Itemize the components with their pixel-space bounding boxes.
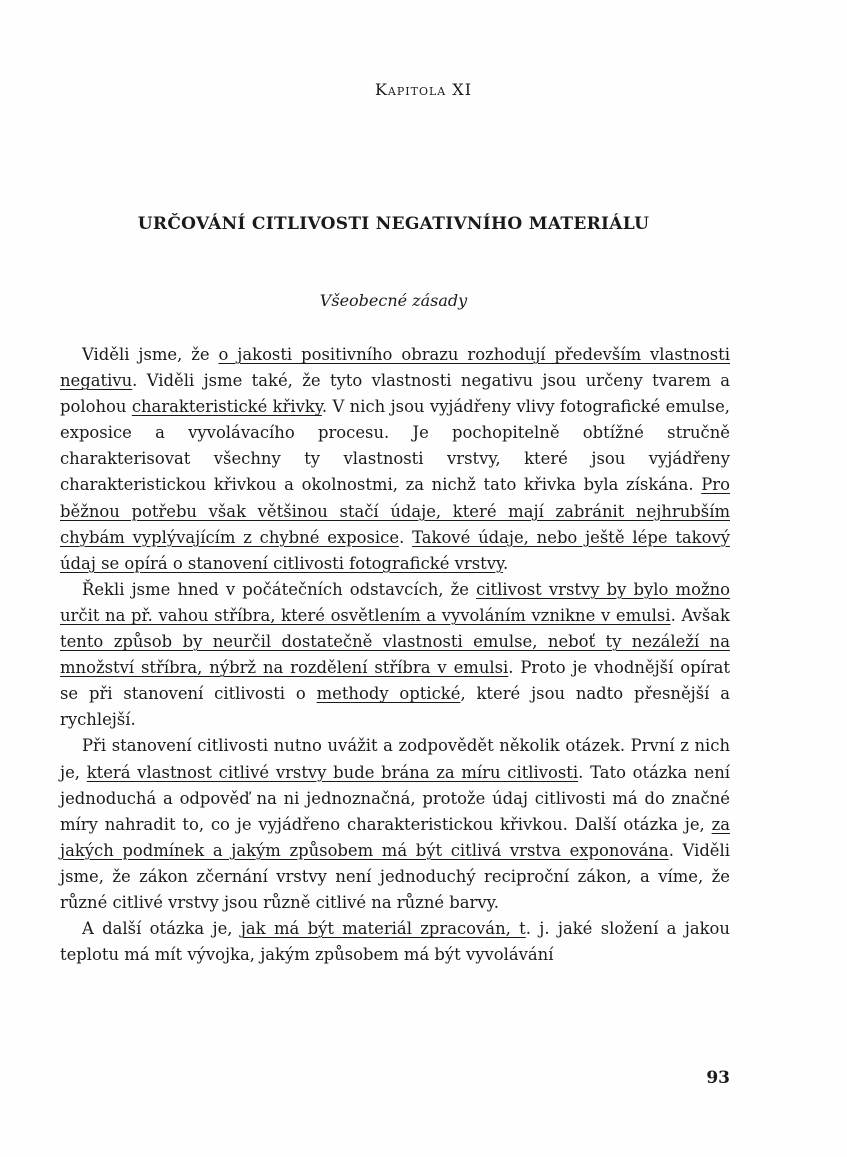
underlined-text: za jakých podmínek a jakým způsobem má být citlivá vrstva exponována <box>60 814 730 860</box>
text-segment: , které jsou nadto přesnější a rychlejší. <box>60 684 731 730</box>
text-segment: . Tato otázka není jednoduchá a odpověď na ni jednoznačná, protože údaj citlivosti má do značné míry nahradit to, co je vyjádřeno charakteristickou křivkou. Další otázka je, <box>60 762 730 834</box>
text-segment: . <box>399 527 413 547</box>
paragraph <box>60 916 730 968</box>
text-segment: . j. jaké složení a jakou teplotu má mít vývojka, jakým způsobem má být vyvolávání <box>60 919 730 965</box>
underlined-text: citlivost vrstvy by bylo možno určit na př. vahou stříbra, které osvětlením a vyvoláním vznikne v emulsi <box>60 579 731 625</box>
chapter-label: Kapitola XI <box>374 80 473 99</box>
paragraph <box>60 733 730 916</box>
text-segment: . Avšak <box>670 605 730 625</box>
text-segment: . Proto je vhodnější opírat se při stanovení citlivosti o <box>60 658 731 704</box>
underlined-text: Pro běžnou potřebu však většinou stačí údaje, které mají zabránit nejhrubším chybám vyplývajícím z chybné exposice <box>60 475 730 547</box>
text-segment: . <box>503 553 509 573</box>
underlined-text: jak má být materiál zpracován, t <box>240 919 526 939</box>
body-text <box>60 342 730 968</box>
text-segment: . V nich jsou vyjádřeny vlivy fotografické emulse, exposice a vyvolávacího procesu. Je pochopitelně obtížné stručně charakterisovat všechny ty vlastnosti vrstvy, které jsou vyjádřeny charakteristickou křivkou a okolnostmi, za nichž tato křivka byla získána. <box>60 397 730 495</box>
chapter-title: URČOVÁNÍ CITLIVOSTI NEGATIVNÍHO MATERIÁLU <box>137 214 650 234</box>
section-title: Všeobecné zásady <box>319 291 468 310</box>
underlined-text: Takové údaje, nebo ještě lépe takový údaj se opírá o stanovení citlivosti fotografické vrstvy <box>60 527 730 573</box>
text-segment: Řekli jsme hned v počátečních odstavcích, že <box>82 579 477 599</box>
underlined-text: tento způsob by neurčil dostatečně vlastnosti emulse, neboť ty nezáleží na množství stříbra, nýbrž na rozdělení stříbra v emulsi <box>60 632 730 678</box>
text-segment: Při stanovení citlivosti nutno uvážit a zodpovědět několik otázek. První z nich je, <box>60 736 730 782</box>
underlined-text: o jakosti positivního obrazu rozhodují především vlastnosti negativu <box>60 345 730 391</box>
page-number: 93 <box>706 1068 730 1088</box>
underlined-text: která vlastnost citlivé vrstvy bude brána za míru citlivosti <box>86 762 579 782</box>
text-segment: . Viděli jsme také, že tyto vlastnosti negativu jsou určeny tvarem a polohou <box>60 371 730 417</box>
paragraph <box>60 577 730 734</box>
underlined-text: methody optické <box>316 684 461 704</box>
paragraph <box>60 342 730 577</box>
underlined-text: charakteristické křivky <box>131 397 322 417</box>
text-segment: . Viděli jsme, že zákon zčernání vrstvy není jednoduchý reciproční zákon, a víme, že různé citlivé vrstvy jsou různě citlivé na různé barvy. <box>60 840 730 912</box>
text-segment: A další otázka je, <box>82 919 241 939</box>
text-segment: Viděli jsme, že <box>82 345 219 364</box>
